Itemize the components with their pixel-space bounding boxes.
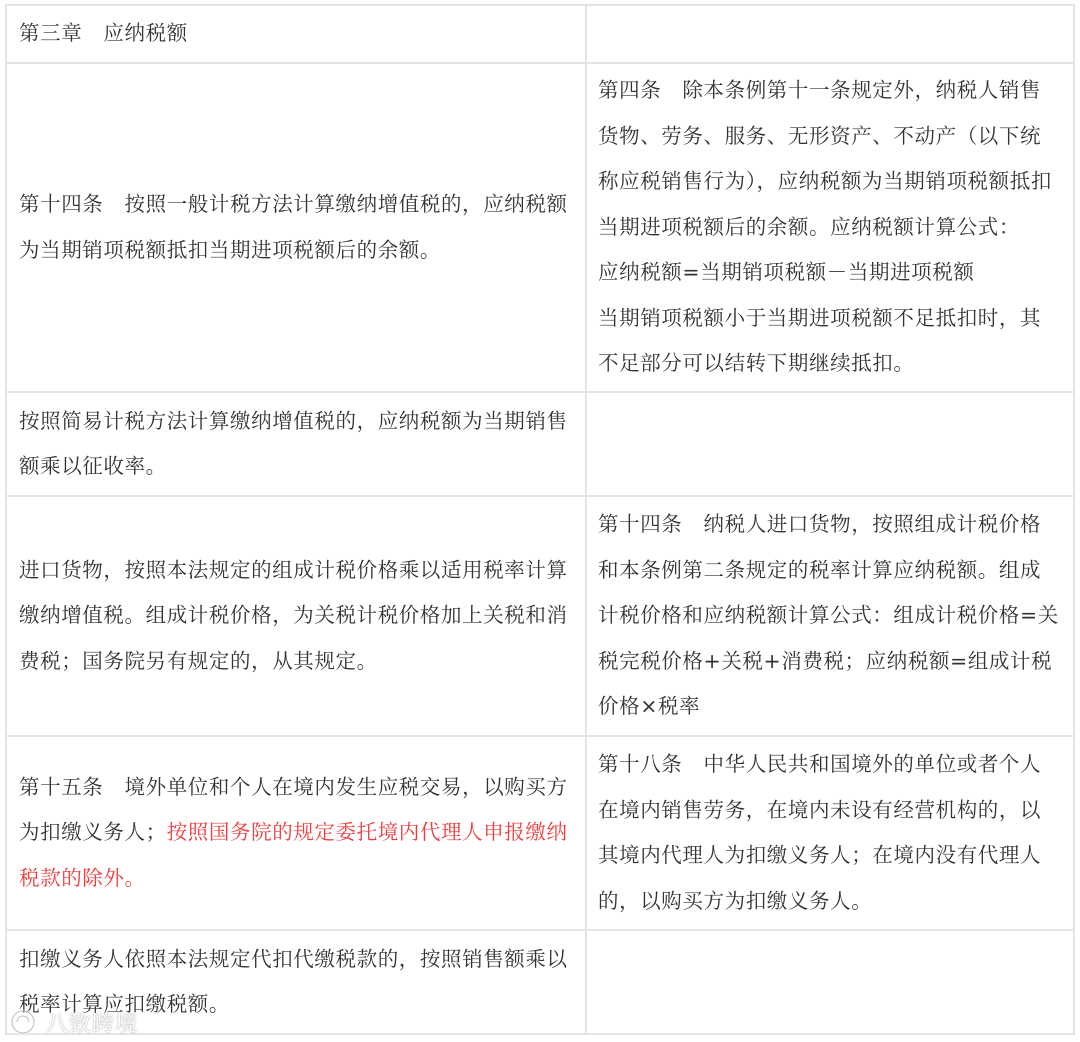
law-comparison-table	[5, 4, 1075, 1035]
table-row	[6, 930, 1074, 1034]
article-text: 第四条 除本条例第十一条规定外，纳税人销售货物、劳务、服务、无形资产、不动产（以下统称应税销售行为），应纳税额为当期销项税额抵扣当期进项税额后的余额。应纳税额计算公式：	[598, 78, 1052, 239]
article-text	[19, 765, 571, 902]
highlighted-text: 按照国务院的规定委托境内代理人申报缴纳税款的除外。	[19, 820, 568, 890]
table-cell-old-regulation	[586, 496, 1074, 736]
table-row	[6, 63, 1074, 392]
table-cell-new-law	[6, 930, 586, 1034]
article-text: 第十四条 纳税人进口货物，按照组成计税价格和本条例第二条规定的税率计算应纳税额。组成计税价格和应纳税额计算公式：组成计税价格=关税完税价格+关税+消费税；应纳税额=组成计税价格×税率	[598, 512, 1059, 719]
table-row	[6, 392, 1074, 496]
table-cell-old-regulation	[586, 736, 1074, 930]
article-text: 按照简易计税方法计算缴纳增值税的，应纳税额为当期销售额乘以征收率。	[19, 408, 568, 478]
table-cell-old-regulation	[586, 392, 1074, 496]
table-cell-new-law	[6, 496, 586, 736]
formula-text: 应纳税额=当期销项税额－当期进项税额	[598, 260, 975, 285]
chapter-heading: 第三章 应纳税额	[19, 21, 188, 46]
article-text: 扣缴义务人依照本法规定代扣代缴税款的，按照销售额乘以税率计算应扣缴税额。	[19, 946, 568, 1016]
table-cell-new-law	[6, 736, 586, 930]
article-text-plain: 第十五条 境外单位和个人在境内发生应税交易，以购买方为扣缴义务人；	[19, 774, 568, 845]
article-text: 进口货物，按照本法规定的组成计税价格乘以适用税率计算缴纳增值税。组成计税价格，为关税计税价格加上关税和消费税；国务院另有规定的，从其规定。	[19, 557, 568, 673]
article-text: 当期销项税额小于当期进项税额不足抵扣时，其不足部分可以结转下期继续抵扣。	[598, 305, 1042, 376]
table-cell-new-law	[6, 392, 586, 496]
table-cell-old-regulation	[586, 5, 1074, 63]
watermark-text: 八致跨境	[46, 1011, 139, 1037]
table-cell-new-law	[6, 5, 586, 63]
article-text: 第十八条 中华人民共和国境外的单位或者个人在境内销售劳务，在境内未设有经营机构的，以其境内代理人为扣缴义务人；在境内没有代理人的，以购买方为扣缴义务人。	[598, 752, 1042, 913]
table-cell-new-law	[6, 63, 586, 392]
table-cell-old-regulation	[586, 63, 1074, 392]
article-text: 第十四条 按照一般计税方法计算缴纳增值税的，应纳税额为当期销项税额抵扣当期进项税额后的余额。	[19, 192, 568, 262]
table-row	[6, 5, 1074, 63]
table-row	[6, 496, 1074, 736]
table-cell-old-regulation	[586, 930, 1074, 1034]
table-row	[6, 736, 1074, 930]
